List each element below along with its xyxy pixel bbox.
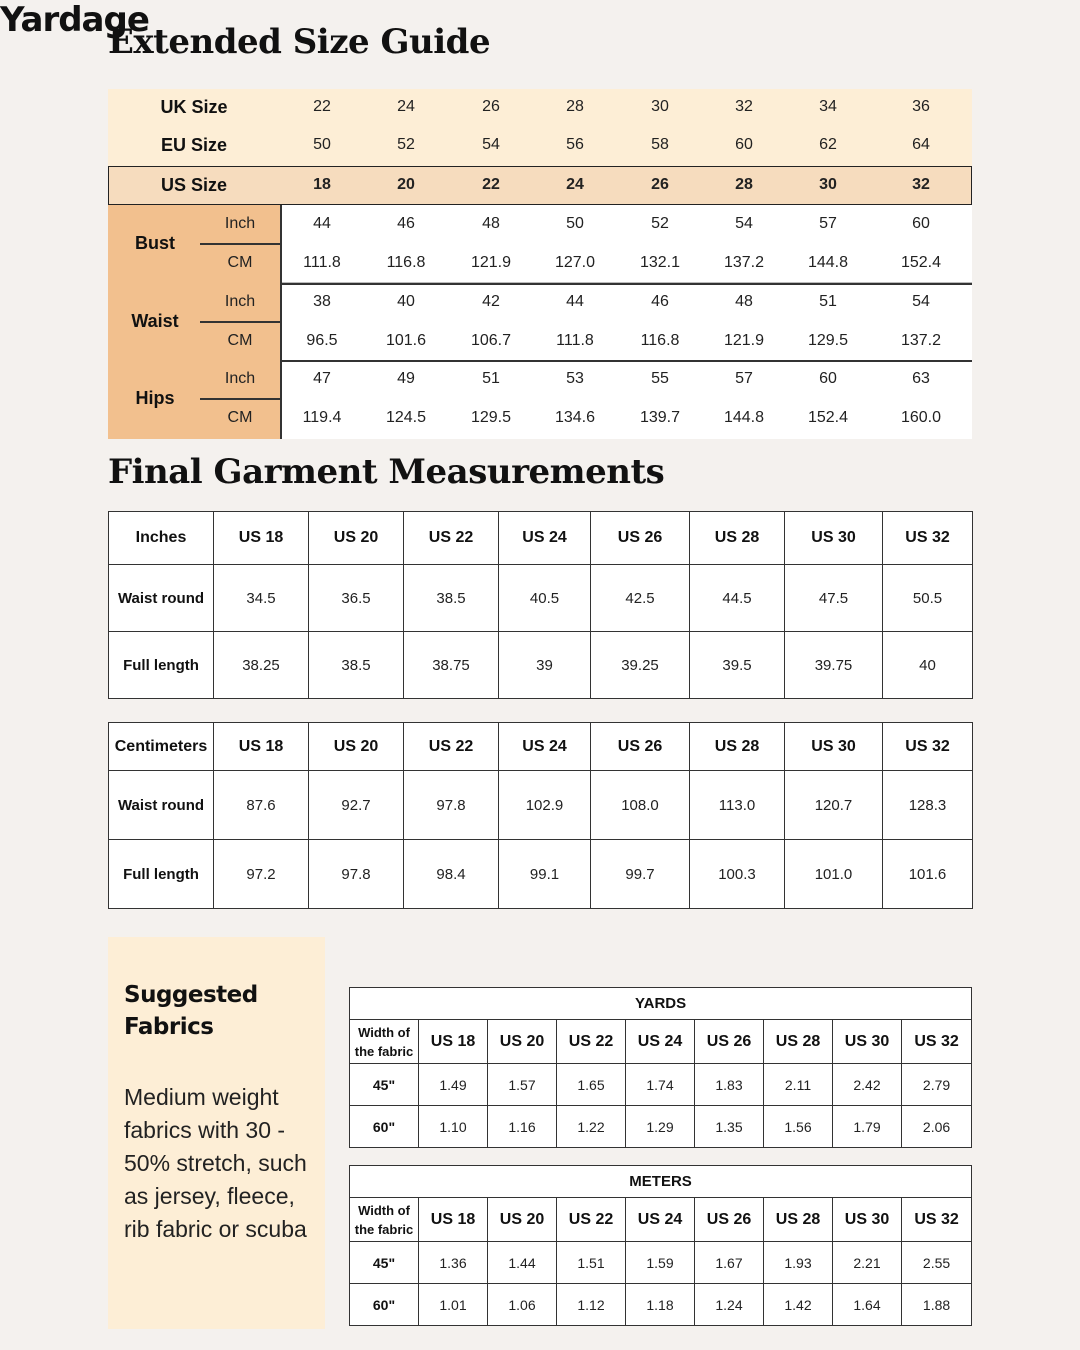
table-cell: 1.64 — [833, 1284, 902, 1326]
table-row — [350, 1284, 972, 1326]
yards-table — [349, 987, 972, 1148]
final-garment-title: Final Garment Measurements — [108, 452, 665, 492]
size-header: US 18 — [214, 512, 309, 565]
caption-row — [350, 988, 972, 1020]
size-value: 58 — [651, 136, 669, 153]
inch-value: 51 — [819, 293, 837, 310]
size-value: 62 — [819, 136, 837, 153]
inch-value: 50 — [566, 215, 584, 232]
cm-value: 137.2 — [723, 254, 765, 271]
inch-value: 44 — [313, 215, 331, 232]
table-cell: 1.51 — [557, 1242, 626, 1284]
size-header: US 18 — [214, 723, 309, 771]
table-cell: 98.4 — [404, 840, 499, 909]
width-header: Width of the fabric — [350, 1198, 419, 1242]
caption-row — [350, 1166, 972, 1198]
inch-value: 51 — [482, 370, 500, 387]
table-row — [350, 1242, 972, 1284]
suggested-fabrics-text: Medium weight fabrics with 30 - 50% stretch, such as jersey, fleece, rib fabric or scuba — [124, 1084, 307, 1242]
table-cell: 1.29 — [626, 1106, 695, 1148]
size-header: US 20 — [309, 723, 404, 771]
size-value: 52 — [397, 136, 415, 153]
table-cell: 113.0 — [690, 771, 785, 840]
table-cell: 128.3 — [883, 771, 973, 840]
row-label: 45" — [350, 1242, 419, 1284]
unit-header: Centimeters — [109, 723, 214, 771]
cm-value: 129.5 — [470, 409, 512, 426]
cm-value: 124.5 — [385, 409, 427, 426]
table-cell: 38.25 — [214, 632, 309, 699]
size-header: US 20 — [488, 1020, 557, 1064]
size-header: US 28 — [764, 1198, 833, 1242]
row-label: Full length — [109, 840, 214, 909]
inch-value: 46 — [651, 293, 669, 310]
size-header: US 22 — [404, 723, 499, 771]
cm-value: 119.4 — [302, 409, 342, 426]
table-cell: 1.65 — [557, 1064, 626, 1106]
suggested-fabrics-title-text: Suggested Fabrics — [124, 982, 258, 1040]
table-cell: 102.9 — [499, 771, 591, 840]
header-row — [350, 1020, 972, 1064]
inch-value: 40 — [397, 293, 415, 310]
unit-divider — [200, 243, 280, 245]
inches-table — [108, 511, 973, 699]
table-cell: 2.11 — [764, 1064, 833, 1106]
table-cell: 1.74 — [626, 1064, 695, 1106]
size-value: 30 — [819, 176, 837, 193]
cm-value: 137.2 — [900, 332, 942, 349]
table-cell: 1.12 — [557, 1284, 626, 1326]
table-cell: 40 — [883, 632, 973, 699]
table-cell: 1.49 — [419, 1064, 488, 1106]
table-cell: 39.75 — [785, 632, 883, 699]
size-header: US 30 — [833, 1198, 902, 1242]
size-header: US 32 — [902, 1020, 972, 1064]
size-header: US 22 — [557, 1198, 626, 1242]
row-label: 60" — [350, 1284, 419, 1326]
table-cell: 99.7 — [591, 840, 690, 909]
size-header: US 18 — [419, 1020, 488, 1064]
table-cell: 87.6 — [214, 771, 309, 840]
table-cell: 1.44 — [488, 1242, 557, 1284]
size-row-label: EU Size — [160, 134, 228, 155]
size-header: US 24 — [626, 1198, 695, 1242]
cm-value: 111.8 — [556, 332, 594, 349]
inch-value: 48 — [735, 293, 753, 310]
inch-value: 57 — [819, 215, 837, 232]
size-header: US 32 — [883, 723, 973, 771]
size-header: US 20 — [488, 1198, 557, 1242]
row-label: Waist round — [109, 771, 214, 840]
size-value: 30 — [651, 98, 669, 115]
suggested-fabrics-title — [124, 979, 311, 1043]
table-cell: 1.16 — [488, 1106, 557, 1148]
table-cell: 101.0 — [785, 840, 883, 909]
cm-value: 121.9 — [723, 332, 765, 349]
table-cell: 36.5 — [309, 565, 404, 632]
table-cell: 44.5 — [690, 565, 785, 632]
inch-value: 60 — [912, 215, 930, 232]
table-cell: 1.24 — [695, 1284, 764, 1326]
inch-value: 63 — [912, 370, 930, 387]
group-divider — [280, 283, 972, 285]
table-cell: 40.5 — [499, 565, 591, 632]
table-cell: 42.5 — [591, 565, 690, 632]
table-row — [109, 840, 973, 909]
table-cell: 1.35 — [695, 1106, 764, 1148]
cm-value: 134.6 — [554, 409, 596, 426]
size-header: US 30 — [785, 723, 883, 771]
table-caption: YARDS — [350, 988, 972, 1020]
table-cell: 1.36 — [419, 1242, 488, 1284]
table-cell: 2.21 — [833, 1242, 902, 1284]
inch-value: 46 — [397, 215, 415, 232]
inch-value: 42 — [482, 293, 500, 310]
table-cell: 38.5 — [309, 632, 404, 699]
table-cell: 1.10 — [419, 1106, 488, 1148]
table-cell: 34.5 — [214, 565, 309, 632]
table-cell: 1.42 — [764, 1284, 833, 1326]
size-row-label: US Size — [160, 174, 228, 195]
inch-value: 60 — [819, 370, 837, 387]
size-header: US 26 — [591, 723, 690, 771]
row-label: 45" — [350, 1064, 419, 1106]
label-column-divider — [280, 205, 282, 439]
measurement-label: Bust — [135, 232, 175, 253]
cm-value: 96.5 — [306, 332, 338, 349]
size-value: 34 — [819, 98, 837, 115]
table-cell: 97.8 — [404, 771, 499, 840]
table-cell: 101.6 — [883, 840, 973, 909]
size-header: US 20 — [309, 512, 404, 565]
unit-label-cm: CM — [227, 254, 253, 271]
measurement-label: Waist — [131, 310, 179, 331]
size-header: US 32 — [883, 512, 973, 565]
cm-value: 144.8 — [807, 254, 849, 271]
yardage-title: Yardage — [0, 0, 149, 40]
table-cell: 38.5 — [404, 565, 499, 632]
size-header: US 28 — [690, 723, 785, 771]
table-cell: 1.18 — [626, 1284, 695, 1326]
table-cell: 50.5 — [883, 565, 973, 632]
size-header: US 24 — [499, 512, 591, 565]
table-cell: 97.8 — [309, 840, 404, 909]
table-cell: 97.2 — [214, 840, 309, 909]
inch-value: 54 — [735, 215, 753, 232]
size-value: 28 — [735, 176, 753, 193]
table-cell: 1.93 — [764, 1242, 833, 1284]
unit-label-cm: CM — [227, 409, 253, 426]
size-header: US 28 — [764, 1020, 833, 1064]
suggested-fabrics-box — [108, 937, 325, 1329]
table-cell: 1.67 — [695, 1242, 764, 1284]
table-cell: 2.42 — [833, 1064, 902, 1106]
cm-value: 101.6 — [385, 332, 427, 349]
table-cell: 38.75 — [404, 632, 499, 699]
unit-divider — [200, 398, 280, 400]
cm-value: 121.9 — [470, 254, 512, 271]
unit-header: Inches — [109, 512, 214, 565]
cm-value: 139.7 — [639, 409, 681, 426]
cm-value: 116.8 — [386, 254, 426, 271]
size-header: US 22 — [557, 1020, 626, 1064]
cm-value: 116.8 — [640, 332, 680, 349]
table-cell: 1.79 — [833, 1106, 902, 1148]
measurement-label: Hips — [135, 387, 175, 408]
row-label: Waist round — [109, 565, 214, 632]
table-row — [350, 1064, 972, 1106]
size-value: 22 — [313, 98, 331, 115]
table-cell: 99.1 — [499, 840, 591, 909]
table-cell: 92.7 — [309, 771, 404, 840]
size-value: 56 — [566, 136, 584, 153]
size-value: 18 — [313, 176, 331, 193]
table-caption: METERS — [350, 1166, 972, 1198]
header-row — [109, 723, 973, 771]
table-row — [109, 771, 973, 840]
table-cell: 1.01 — [419, 1284, 488, 1326]
size-header: US 30 — [833, 1020, 902, 1064]
table-cell: 2.79 — [902, 1064, 972, 1106]
cm-value: 132.1 — [639, 254, 681, 271]
size-header: US 30 — [785, 512, 883, 565]
table-cell: 1.59 — [626, 1242, 695, 1284]
size-value: 32 — [735, 98, 753, 115]
size-header: US 26 — [591, 512, 690, 565]
size-value: 24 — [397, 98, 415, 115]
size-guide-table — [108, 89, 972, 439]
size-header: US 22 — [404, 512, 499, 565]
table-row — [109, 565, 973, 632]
size-value: 22 — [482, 176, 500, 193]
size-value: 60 — [735, 136, 753, 153]
size-header: US 24 — [626, 1020, 695, 1064]
unit-label-cm: CM — [227, 332, 253, 349]
inch-value: 48 — [482, 215, 500, 232]
measurement-data-area — [280, 205, 972, 439]
table-cell: 100.3 — [690, 840, 785, 909]
size-value: 54 — [482, 136, 500, 153]
table-cell: 1.57 — [488, 1064, 557, 1106]
table-cell: 1.56 — [764, 1106, 833, 1148]
table-row — [109, 632, 973, 699]
inch-value: 47 — [313, 370, 331, 387]
size-value: 36 — [912, 98, 930, 115]
size-header: US 26 — [695, 1020, 764, 1064]
cm-value: 129.5 — [807, 332, 849, 349]
inch-value: 38 — [313, 293, 331, 310]
row-label: 60" — [350, 1106, 419, 1148]
table-cell: 1.22 — [557, 1106, 626, 1148]
size-value: 50 — [313, 136, 331, 153]
cm-value: 144.8 — [723, 409, 765, 426]
meters-table — [349, 1165, 972, 1326]
size-header: US 26 — [695, 1198, 764, 1242]
size-header: US 28 — [690, 512, 785, 565]
size-value: 64 — [912, 136, 930, 153]
table-cell: 39 — [499, 632, 591, 699]
inch-value: 52 — [651, 215, 669, 232]
size-value: 24 — [566, 176, 584, 193]
size-value: 32 — [912, 176, 930, 193]
table-cell: 108.0 — [591, 771, 690, 840]
table-cell: 1.06 — [488, 1284, 557, 1326]
inch-value: 55 — [651, 370, 669, 387]
centimeters-table — [108, 722, 973, 909]
inch-value: 54 — [912, 293, 930, 310]
inch-value: 44 — [566, 293, 584, 310]
size-value: 20 — [397, 176, 415, 193]
table-cell: 2.06 — [902, 1106, 972, 1148]
table-cell: 39.5 — [690, 632, 785, 699]
size-value: 26 — [651, 176, 669, 193]
unit-label-inch: Inch — [224, 293, 256, 310]
table-cell: 1.88 — [902, 1284, 972, 1326]
header-row — [350, 1198, 972, 1242]
unit-label-inch: Inch — [224, 370, 256, 387]
cm-value: 152.4 — [807, 409, 849, 426]
table-row — [350, 1106, 972, 1148]
cm-value: 152.4 — [900, 254, 942, 271]
table-cell: 1.83 — [695, 1064, 764, 1106]
cm-value: 106.7 — [470, 332, 512, 349]
row-label: Full length — [109, 632, 214, 699]
cm-value: 160.0 — [900, 409, 942, 426]
width-header: Width of the fabric — [350, 1020, 419, 1064]
table-cell: 120.7 — [785, 771, 883, 840]
size-value: 26 — [482, 98, 500, 115]
size-guide-title: Extended Size Guide — [108, 22, 491, 62]
size-header: US 32 — [902, 1198, 972, 1242]
size-value: 28 — [566, 98, 584, 115]
cm-value: 127.0 — [554, 254, 596, 271]
table-cell: 2.55 — [902, 1242, 972, 1284]
table-cell: 39.25 — [591, 632, 690, 699]
header-row — [109, 512, 973, 565]
inch-value: 53 — [566, 370, 584, 387]
size-header: US 24 — [499, 723, 591, 771]
inch-value: 49 — [397, 370, 415, 387]
unit-label-inch: Inch — [224, 215, 256, 232]
inch-value: 57 — [735, 370, 753, 387]
size-header: US 18 — [419, 1198, 488, 1242]
group-divider — [280, 360, 972, 362]
table-cell: 47.5 — [785, 565, 883, 632]
size-row-label: UK Size — [160, 96, 228, 117]
cm-value: 111.8 — [303, 254, 341, 271]
unit-divider — [200, 321, 280, 323]
